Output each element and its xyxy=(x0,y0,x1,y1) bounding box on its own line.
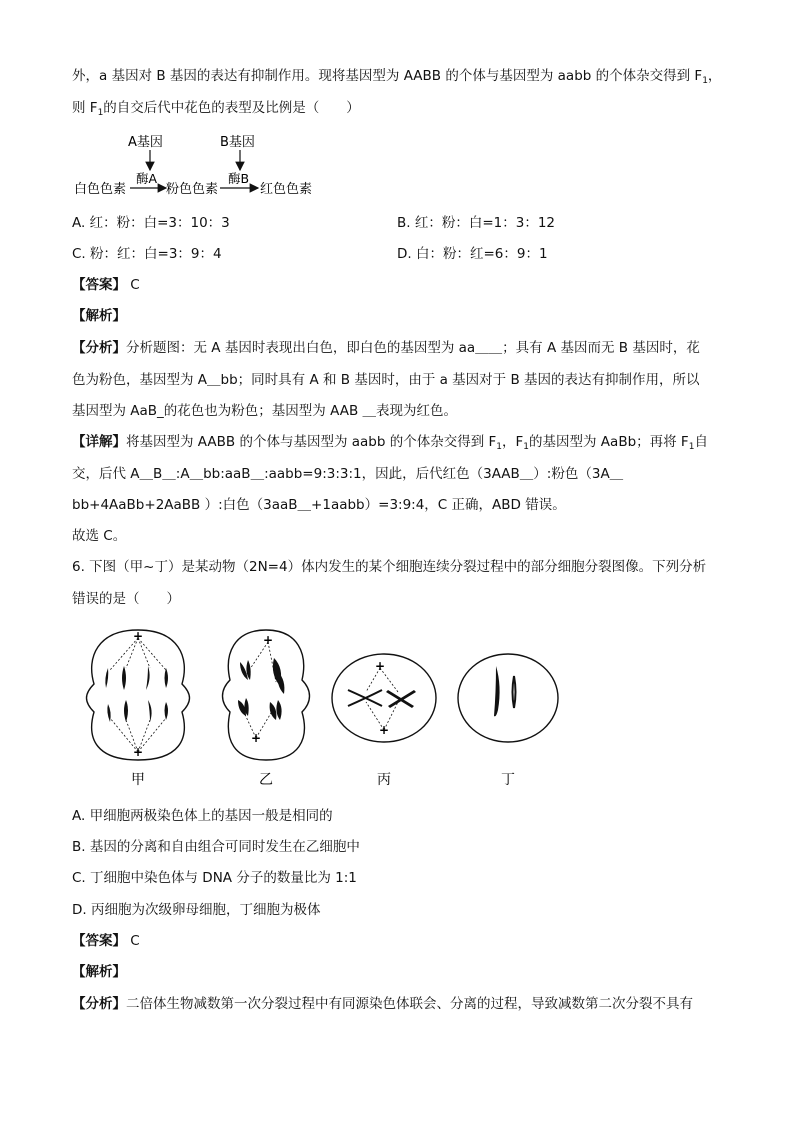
enzyme-b-label: 酶B xyxy=(228,171,250,186)
cell-jia xyxy=(87,629,190,788)
svg-text:+: + xyxy=(378,723,390,737)
pigment-pathway-diagram xyxy=(70,130,370,202)
svg-text:+: + xyxy=(132,629,144,643)
cell-yi-label: 乙 xyxy=(259,772,273,788)
q5-option-d: D. 白：粉：红=6：9：1 xyxy=(397,246,548,262)
cell-bing-label: 丙 xyxy=(377,772,391,788)
q6-analysis-heading: 【解析】 xyxy=(72,964,126,980)
svg-text:+: + xyxy=(250,731,262,745)
pink-pigment-label: 粉色色素 xyxy=(166,182,219,197)
cell-ding xyxy=(458,654,558,788)
q5-fenxi-line2: 色为粉色，基因型为 A＿bb；同时具有 A 和 B 基因时，由于 a 基因对于 B 基因的表达有抑制作用，所以 xyxy=(72,372,700,388)
svg-text:+: + xyxy=(262,633,274,647)
q5-answer: 【答案】 C xyxy=(72,277,140,293)
q5-stem-line2: 则 $F_1$的自交后代中花色的表型及比例是（ ） xyxy=(72,100,360,118)
q5-stem-line1: 外，a 基因对 B 基因的表达有抑制作用。现将基因型为 AABB 的个体与基因型为 aabb 的个体杂交得到 $F_1$， xyxy=(72,68,722,86)
cell-jia-label: 甲 xyxy=(131,772,145,788)
q5-fenxi-line1: 【分析】分析题图：无 A 基因时表现出白色，即白色的基因型为 aa＿＿；具有 A 基因而无 B 基因时，花 xyxy=(72,340,700,356)
q5-xiangjie-line3: bb+4AaBb+2AaBB ）:白色（3aaB＿+1aabb）=3:9:4，C 正确，ABD 错误。 xyxy=(72,497,566,513)
gene-a-label: A基因 xyxy=(128,135,163,150)
cell-ding-label: 丁 xyxy=(501,772,515,788)
q6-stem-line1: 6. 下图（甲~丁）是某动物（2N=4）体内发生的某个细胞连续分裂过程中的部分细胞分裂图像。下列分析 xyxy=(72,559,707,575)
q6-option-d: D. 丙细胞为次级卵母细胞，丁细胞为极体 xyxy=(72,902,321,918)
svg-text:+: + xyxy=(132,745,144,759)
q5-xiangjie-line2: 交，后代 A＿B＿:A＿bb:aaB＿:aabb=9:3:3:1，因此，后代红色（3AAB＿）:粉色（3A＿ xyxy=(72,466,624,482)
gene-b-label: B基因 xyxy=(220,135,255,150)
red-pigment-label: 红色色素 xyxy=(260,182,313,197)
svg-text:+: + xyxy=(374,659,386,673)
q6-option-b: B. 基因的分离和自由组合可同时发生在乙细胞中 xyxy=(72,839,360,855)
cell-bing xyxy=(332,654,436,788)
q6-option-c: C. 丁细胞中染色体与 DNA 分子的数量比为 1:1 xyxy=(72,870,357,886)
q6-fenxi-line1: 【分析】二倍体生物减数第一次分裂过程中有同源染色体联会、分离的过程，导致减数第二次分裂不具有 xyxy=(72,996,693,1012)
q5-analysis-heading: 【解析】 xyxy=(72,308,126,324)
enzyme-a-label: 酶A xyxy=(136,171,158,186)
white-pigment-label: 白色色素 xyxy=(74,182,127,197)
q5-option-a: A. 红：粉：白=3：10：3 xyxy=(72,215,230,231)
q5-option-b: B. 红：粉：白=1：3：12 xyxy=(397,215,556,231)
q5-fenxi-line3: 基因型为 AaB_的花色也为粉色；基因型为 AAB ＿表现为红色。 xyxy=(72,403,457,419)
q6-answer: 【答案】 C xyxy=(72,933,140,949)
cell-division-figure xyxy=(80,622,570,792)
q6-option-a: A. 甲细胞两极染色体上的基因一般是相同的 xyxy=(72,808,333,824)
q5-xiangjie-line1: 【详解】将基因型为 AABB 的个体与基因型为 aabb 的个体杂交得到 $F_1$，$F_1$的基因型为 AaBb；再将 $F_1$自 xyxy=(72,434,708,452)
q5-option-c: C. 粉：红：白=3：9：4 xyxy=(72,246,222,262)
q5-conclusion: 故选 C。 xyxy=(72,528,127,544)
cell-yi xyxy=(223,630,310,788)
q6-stem-line2: 错误的是（ ） xyxy=(72,591,180,607)
